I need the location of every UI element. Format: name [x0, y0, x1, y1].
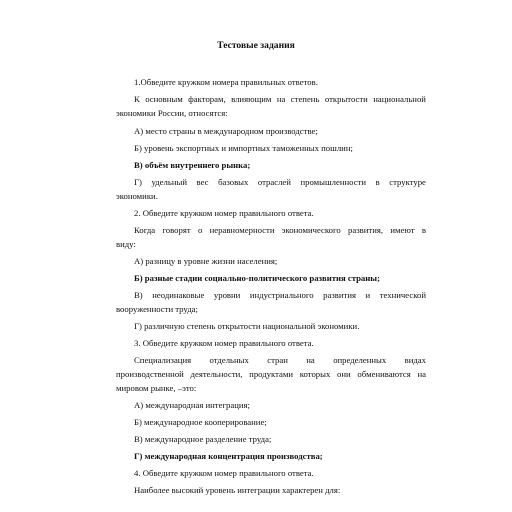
- q1-option-d-line2: экономики.: [116, 191, 158, 201]
- q2-stem-line1: [116, 225, 426, 236]
- justified-word: продуктами: [249, 369, 294, 379]
- q2-stem-justified: [116, 225, 426, 236]
- justified-word: неравномерности: [209, 225, 275, 235]
- justified-word: в: [375, 177, 380, 187]
- justified-word: степень: [290, 94, 320, 104]
- q2-c-justified: [116, 290, 426, 301]
- q1-stem-justified: [116, 94, 426, 105]
- q1-prompt: 1.Обведите кружком номера правильных ответов.: [134, 77, 318, 87]
- justified-word: промышленности: [300, 177, 367, 187]
- justified-word: технической: [379, 290, 426, 300]
- justified-word: обмениваются: [357, 369, 411, 379]
- justified-word: национальной: [373, 94, 426, 104]
- justified-word: они: [337, 369, 351, 379]
- justified-word: отдельных: [209, 355, 249, 365]
- q2-option-c-line1: [116, 290, 426, 301]
- q1-option-c-correct: В) объём внутреннего рынка;: [134, 160, 251, 170]
- justified-word: которых: [299, 369, 331, 379]
- justified-word: Специализация: [134, 355, 192, 365]
- q4-prompt: 4. Обведите кружком номер правильного ответа.: [134, 468, 314, 478]
- justified-word: на: [417, 369, 426, 379]
- justified-word: Когда: [134, 225, 156, 235]
- justified-word: стран: [267, 355, 288, 365]
- justified-word: открытости: [324, 94, 368, 104]
- justified-word: производственной: [116, 369, 184, 379]
- justified-word: на: [276, 94, 286, 104]
- q3-stem-line1: [116, 355, 426, 366]
- justified-word: в: [421, 225, 426, 235]
- justified-word: индустриального: [249, 290, 314, 300]
- q2-option-b-correct: Б) разные стадии социально-политического развития страны;: [134, 273, 380, 283]
- q1-option-d-line1: [116, 177, 426, 188]
- q2-stem-line2: виду:: [116, 239, 136, 249]
- q2-option-c-line2: вооруженности труда;: [116, 304, 198, 314]
- justified-word: уровни: [213, 290, 241, 300]
- justified-word: структуре: [389, 177, 426, 187]
- q2-prompt: 2. Обведите кружком номер правильного ответа.: [134, 208, 314, 218]
- justified-word: развития,: [348, 225, 384, 235]
- justified-word: деятельности,: [190, 369, 243, 379]
- justified-word: влияющим: [231, 94, 272, 104]
- q1-option-a: А) место страны в международном производстве;: [134, 126, 318, 136]
- justified-word: В): [134, 290, 143, 300]
- q1-option-b: Б) уровень экспортных и импортных таможенных пошлин;: [134, 143, 353, 153]
- justified-word: удельный: [151, 177, 187, 187]
- q3-option-b: Б) международное кооперирование;: [134, 417, 267, 427]
- q4-stem-line1: Наиболее высокий уровень интеграции характерен для:: [134, 485, 341, 495]
- justified-word: неодинаковые: [152, 290, 205, 300]
- justified-word: о: [197, 225, 203, 235]
- q3-option-c: В) международное разделение труда;: [134, 434, 272, 444]
- q3-option-a: А) международная интеграция;: [134, 400, 250, 410]
- justified-word: К: [134, 94, 140, 104]
- justified-word: Г): [134, 177, 142, 187]
- justified-word: отраслей: [257, 177, 291, 187]
- document-title: Тестовые задания: [217, 40, 295, 51]
- justified-word: факторам,: [188, 94, 226, 104]
- justified-word: основным: [145, 94, 183, 104]
- q1-stem-line1: [116, 94, 426, 105]
- justified-word: определенных: [333, 355, 387, 365]
- justified-word: базовых: [218, 177, 249, 187]
- q2-option-d: Г) различную степень открытости национальной экономики.: [134, 321, 360, 331]
- q3-stem-justified: [116, 355, 426, 366]
- justified-word: имеют: [390, 225, 415, 235]
- justified-word: развития: [323, 290, 356, 300]
- justified-word: экономического: [281, 225, 341, 235]
- justified-word: вес: [196, 177, 209, 187]
- justified-word: и: [365, 290, 371, 300]
- justified-word: говорят: [162, 225, 191, 235]
- q3-stem-line3: мировом рынке, –это:: [116, 383, 197, 393]
- q3-stem2-justified: [116, 369, 426, 380]
- q1-stem-line2: экономики России, относятся:: [116, 108, 228, 118]
- q3-stem-line2: [116, 369, 426, 380]
- q3-option-d-correct: Г) международная концентрация производства;: [134, 451, 323, 461]
- justified-word: видах: [404, 355, 426, 365]
- q1-d-justified: [116, 177, 426, 188]
- q2-option-a: А) разницу в уровне жизни населения;: [134, 256, 278, 266]
- q3-prompt: 3. Обведите кружком номер правильного ответа.: [134, 338, 314, 348]
- justified-word: на: [306, 355, 315, 365]
